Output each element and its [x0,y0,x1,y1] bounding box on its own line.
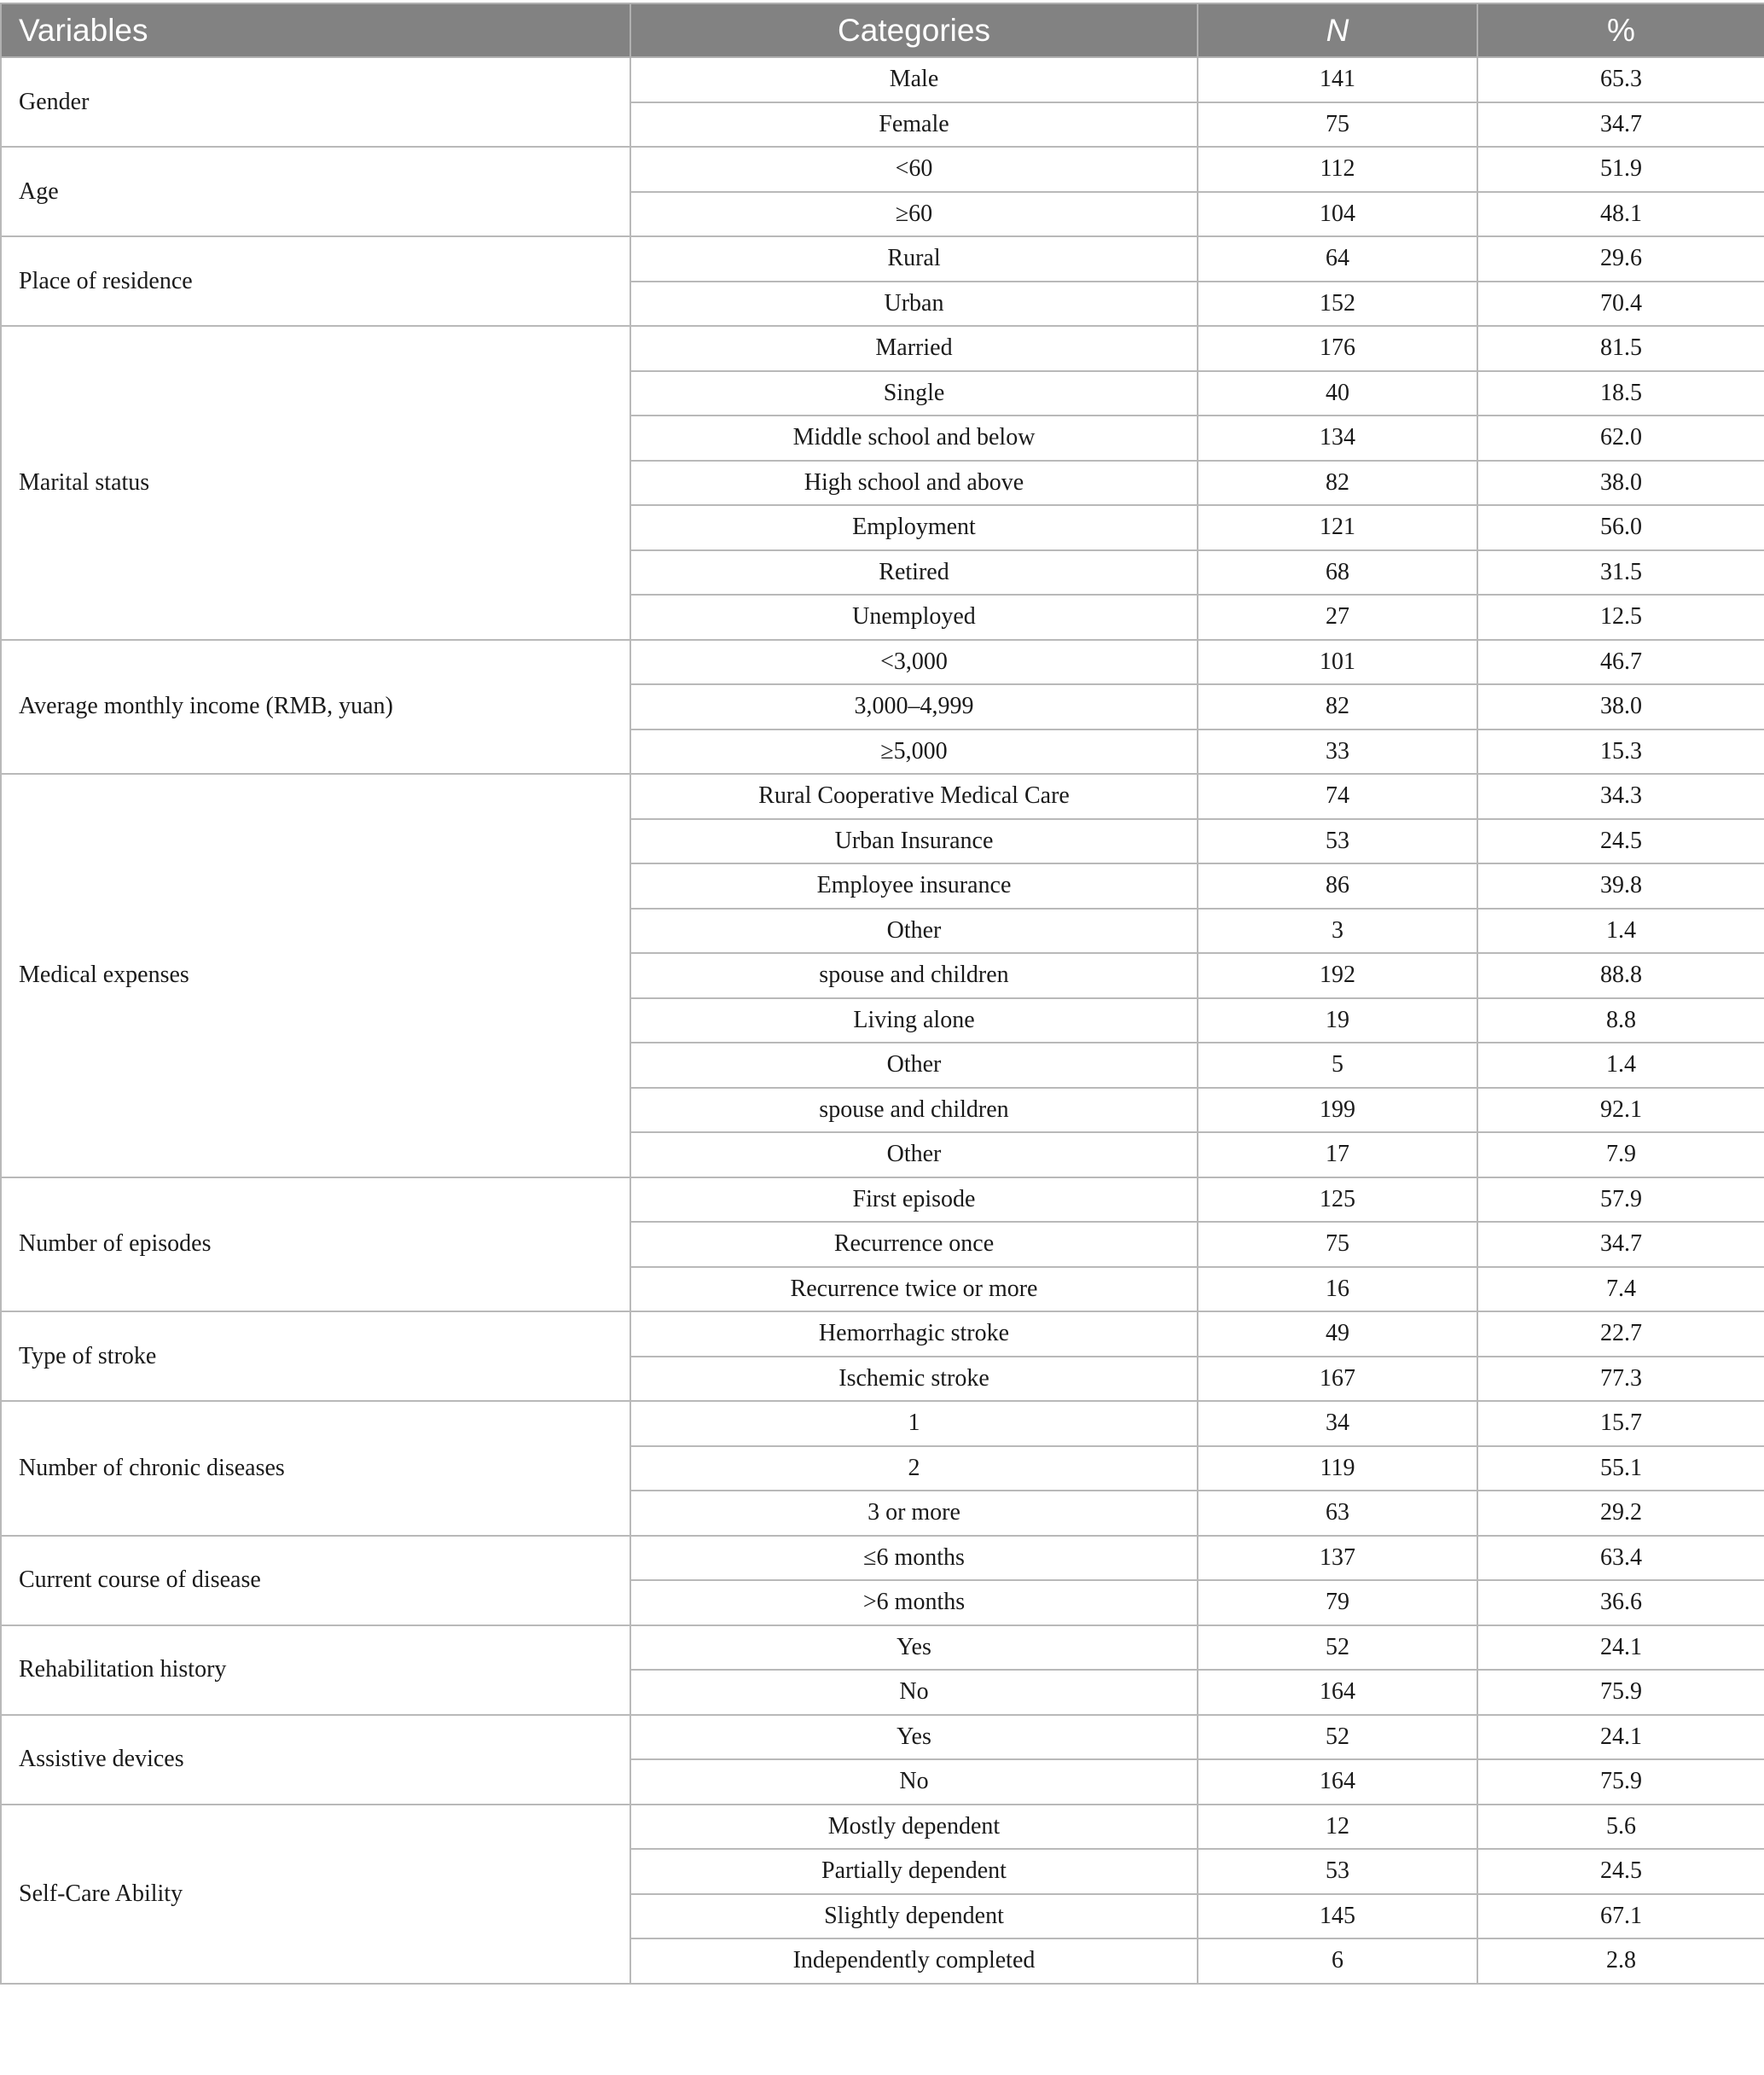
table-row [1,640,1764,685]
percent-cell: 70.4 [1477,282,1764,327]
percent-cell: 51.9 [1477,147,1764,192]
category-cell: ≤6 months [630,1536,1198,1581]
percent-cell: 29.2 [1477,1491,1764,1536]
percent-cell: 34.7 [1477,102,1764,148]
n-cell: 5 [1198,1043,1477,1088]
percent-cell: 1.4 [1477,1043,1764,1088]
percent-cell: 81.5 [1477,326,1764,371]
percent-cell: 5.6 [1477,1805,1764,1850]
variable-cell: Place of residence [1,236,630,326]
variable-cell: Age [1,147,630,236]
n-cell: 112 [1198,147,1477,192]
category-cell: Rural Cooperative Medical Care [630,774,1198,819]
n-cell: 164 [1198,1670,1477,1715]
percent-cell: 2.8 [1477,1938,1764,1984]
category-cell: >6 months [630,1580,1198,1625]
variable-cell: Number of episodes [1,1177,630,1312]
header-percent: % [1477,3,1764,57]
variable-cell: Assistive devices [1,1715,630,1805]
category-cell: Employee insurance [630,863,1198,909]
percent-cell: 75.9 [1477,1759,1764,1805]
variable-cell: Rehabilitation history [1,1625,630,1715]
percent-cell: 67.1 [1477,1894,1764,1939]
category-cell: Married [630,326,1198,371]
n-cell: 49 [1198,1311,1477,1357]
n-cell: 192 [1198,953,1477,998]
percent-cell: 46.7 [1477,640,1764,685]
category-cell: Retired [630,550,1198,596]
n-cell: 68 [1198,550,1477,596]
percent-cell: 75.9 [1477,1670,1764,1715]
category-cell: ≥5,000 [630,729,1198,775]
category-cell: Other [630,909,1198,954]
n-cell: 134 [1198,416,1477,461]
category-cell: High school and above [630,461,1198,506]
category-cell: Other [630,1132,1198,1177]
category-cell: <60 [630,147,1198,192]
category-cell: 3 or more [630,1491,1198,1536]
n-cell: 199 [1198,1088,1477,1133]
table-row [1,1177,1764,1223]
table-row [1,57,1764,102]
n-cell: 75 [1198,1222,1477,1267]
n-cell: 101 [1198,640,1477,685]
percent-cell: 7.9 [1477,1132,1764,1177]
category-cell: Urban [630,282,1198,327]
percent-cell: 7.4 [1477,1267,1764,1312]
n-cell: 145 [1198,1894,1477,1939]
variable-cell: Number of chronic diseases [1,1401,630,1536]
n-cell: 125 [1198,1177,1477,1223]
percent-cell: 24.5 [1477,819,1764,864]
n-cell: 86 [1198,863,1477,909]
percent-cell: 31.5 [1477,550,1764,596]
percent-cell: 36.6 [1477,1580,1764,1625]
n-cell: 16 [1198,1267,1477,1312]
category-cell: spouse and children [630,1088,1198,1133]
category-cell: Unemployed [630,595,1198,640]
table-row [1,236,1764,282]
table-row [1,774,1764,819]
percent-cell: 38.0 [1477,461,1764,506]
percent-cell: 15.7 [1477,1401,1764,1446]
category-cell: ≥60 [630,192,1198,237]
percent-cell: 39.8 [1477,863,1764,909]
category-cell: Partially dependent [630,1849,1198,1894]
n-cell: 82 [1198,461,1477,506]
table-header [1,3,1764,57]
table-row [1,147,1764,192]
percent-cell: 24.1 [1477,1715,1764,1760]
table-row [1,1401,1764,1446]
n-cell: 27 [1198,595,1477,640]
category-cell: Yes [630,1715,1198,1760]
header-row [1,3,1764,57]
n-cell: 64 [1198,236,1477,282]
category-cell: Urban Insurance [630,819,1198,864]
percent-cell: 8.8 [1477,998,1764,1043]
table-container [0,3,1764,1985]
percent-cell: 15.3 [1477,729,1764,775]
variable-cell: Average monthly income (RMB, yuan) [1,640,630,775]
n-cell: 152 [1198,282,1477,327]
n-cell: 79 [1198,1580,1477,1625]
variable-cell: Medical expenses [1,774,630,1177]
n-cell: 19 [1198,998,1477,1043]
category-cell: 3,000–4,999 [630,684,1198,729]
percent-cell: 55.1 [1477,1446,1764,1491]
category-cell: spouse and children [630,953,1198,998]
table-row [1,1625,1764,1671]
category-cell: Rural [630,236,1198,282]
percent-cell: 38.0 [1477,684,1764,729]
percent-cell: 65.3 [1477,57,1764,102]
n-cell: 164 [1198,1759,1477,1805]
category-cell: <3,000 [630,640,1198,685]
category-cell: No [630,1759,1198,1805]
n-cell: 40 [1198,371,1477,416]
category-cell: Yes [630,1625,1198,1671]
percent-cell: 24.5 [1477,1849,1764,1894]
n-cell: 17 [1198,1132,1477,1177]
n-cell: 121 [1198,505,1477,550]
percent-cell: 77.3 [1477,1357,1764,1402]
n-cell: 12 [1198,1805,1477,1850]
table-body [1,57,1764,1984]
n-cell: 52 [1198,1715,1477,1760]
variable-cell: Type of stroke [1,1311,630,1401]
n-cell: 119 [1198,1446,1477,1491]
table-row [1,1536,1764,1581]
n-cell: 82 [1198,684,1477,729]
n-cell: 53 [1198,1849,1477,1894]
percent-cell: 1.4 [1477,909,1764,954]
n-cell: 52 [1198,1625,1477,1671]
header-n: N [1198,3,1477,57]
category-cell: Single [630,371,1198,416]
n-cell: 167 [1198,1357,1477,1402]
category-cell: Hemorrhagic stroke [630,1311,1198,1357]
n-cell: 33 [1198,729,1477,775]
table-row [1,326,1764,371]
variable-cell: Gender [1,57,630,147]
category-cell: No [630,1670,1198,1715]
category-cell: 1 [630,1401,1198,1446]
percent-cell: 88.8 [1477,953,1764,998]
percent-cell: 18.5 [1477,371,1764,416]
n-cell: 74 [1198,774,1477,819]
n-cell: 53 [1198,819,1477,864]
n-cell: 137 [1198,1536,1477,1581]
category-cell: Slightly dependent [630,1894,1198,1939]
n-cell: 141 [1198,57,1477,102]
percent-cell: 62.0 [1477,416,1764,461]
category-cell: Employment [630,505,1198,550]
percent-cell: 24.1 [1477,1625,1764,1671]
n-cell: 75 [1198,102,1477,148]
category-cell: Male [630,57,1198,102]
percent-cell: 12.5 [1477,595,1764,640]
header-variables: Variables [1,3,630,57]
n-cell: 104 [1198,192,1477,237]
category-cell: Ischemic stroke [630,1357,1198,1402]
category-cell: Independently completed [630,1938,1198,1984]
variable-cell: Self-Care Ability [1,1805,630,1984]
table-row [1,1715,1764,1760]
table-row [1,1311,1764,1357]
category-cell: Recurrence once [630,1222,1198,1267]
percent-cell: 56.0 [1477,505,1764,550]
variable-cell: Marital status [1,326,630,640]
percent-cell: 29.6 [1477,236,1764,282]
n-cell: 3 [1198,909,1477,954]
percent-cell: 63.4 [1477,1536,1764,1581]
percent-cell: 34.3 [1477,774,1764,819]
category-cell: First episode [630,1177,1198,1223]
percent-cell: 48.1 [1477,192,1764,237]
category-cell: Female [630,102,1198,148]
n-cell: 176 [1198,326,1477,371]
percent-cell: 92.1 [1477,1088,1764,1133]
category-cell: Recurrence twice or more [630,1267,1198,1312]
n-cell: 34 [1198,1401,1477,1446]
demographics-table [0,3,1764,1985]
variable-cell: Current course of disease [1,1536,630,1625]
category-cell: 2 [630,1446,1198,1491]
table-row [1,1805,1764,1850]
header-categories: Categories [630,3,1198,57]
percent-cell: 22.7 [1477,1311,1764,1357]
category-cell: Mostly dependent [630,1805,1198,1850]
n-cell: 6 [1198,1938,1477,1984]
percent-cell: 34.7 [1477,1222,1764,1267]
category-cell: Other [630,1043,1198,1088]
percent-cell: 57.9 [1477,1177,1764,1223]
category-cell: Living alone [630,998,1198,1043]
category-cell: Middle school and below [630,416,1198,461]
n-cell: 63 [1198,1491,1477,1536]
